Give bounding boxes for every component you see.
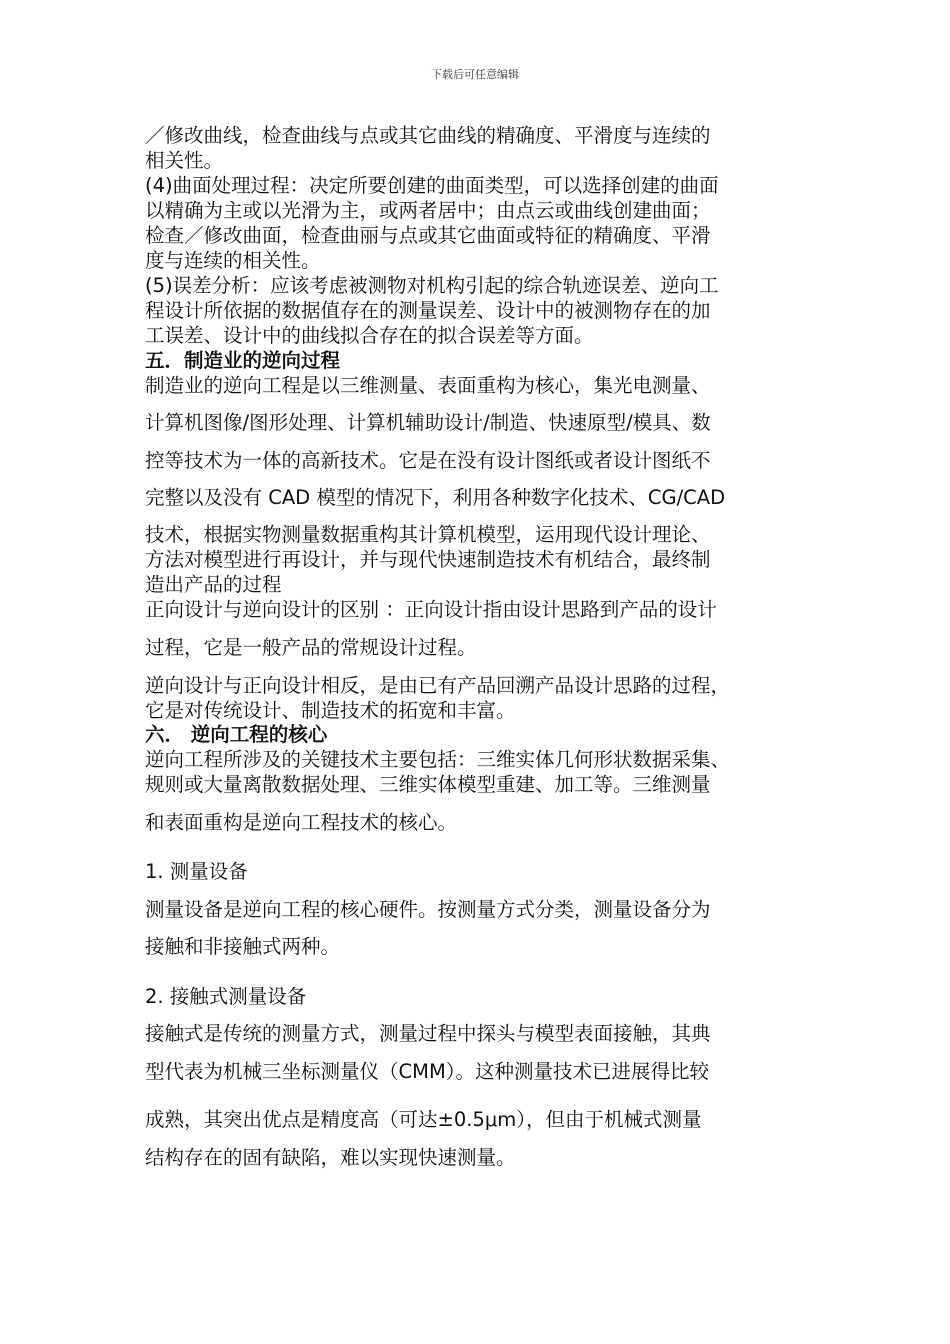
text-line: 成熟，其突出优点是精度高（可达±0.5μm），但由于机械式测量 <box>145 1108 702 1131</box>
text-line: 完整以及没有 CAD 模型的情况下，利用各种数字化技术、CG/CAD <box>145 486 726 509</box>
text-line: 控等技术为一体的高新技术。它是在没有设计图纸或者设计图纸不 <box>145 449 711 472</box>
text-line: 正向设计与逆向设计的区别 ：正向设计指由设计思路到产品的设计 <box>145 598 717 621</box>
text-line: 和表面重构是逆向工程技术的核心。 <box>145 811 458 834</box>
text-line: 测量设备是逆向工程的核心硬件。按测量方式分类，测量设备分为 <box>145 898 711 921</box>
text-line: 接触式是传统的测量方式，测量过程中探头与模型表面接触，其典 <box>145 1022 711 1045</box>
text-line: 它是对传统设计、制造技术的拓宽和丰富。 <box>145 699 516 722</box>
text-line: 制造业的逆向工程是以三维测量、表面重构为核心，集光电测量、 <box>145 374 711 397</box>
text-line: ／修改曲线，检查曲线与点或其它曲线的精确度、平滑度与连续的 <box>145 124 711 147</box>
text-line: 逆向工程所涉及的关键技术主要包括：三维实体几何形状数据采集、 <box>145 748 731 771</box>
text-line: 规则或大量离散数据处理、三维实体模型重建、加工等。三维测量 <box>145 773 711 796</box>
section-heading: 六． 逆向工程的核心 <box>145 723 328 746</box>
text-line: 1. 测量设备 <box>145 860 248 883</box>
text-line: 程设计所依据的数据值存在的测量误差、设计中的被测物存在的加 <box>145 299 711 322</box>
text-line: 计算机图像/图形处理、计算机辅助设计/制造、快速原型/模具、数 <box>145 411 711 434</box>
text-line: 2. 接触式测量设备 <box>145 985 307 1008</box>
text-line: 技术，根据实物测量数据重构其计算机模型，运用现代设计理论、 <box>145 523 711 546</box>
text-line: 相关性。 <box>145 149 224 172</box>
text-line: 检查／修改曲面，检查曲丽与点或其它曲面或特征的精确度、平滑 <box>145 224 711 247</box>
text-line: (5)误差分析：应该考虑被测物对机构引起的综合轨迹误差、逆向工 <box>145 274 719 297</box>
text-line: 方法对模型进行再设计，并与现代快速制造技术有机结合，最终制 <box>145 548 711 571</box>
text-line: 型代表为机械三坐标测量仪（CMM）。这种测量技术已进展得比较 <box>145 1060 710 1083</box>
text-line: 结构存在的固有缺陷，难以实现快速测量。 <box>145 1146 516 1169</box>
text-line: 接触和非接触式两种。 <box>145 935 341 958</box>
text-line: 造出产品的过程 <box>145 573 282 596</box>
text-line: 以精确为主或以光滑为主，或两者居中；由点云或曲线创建曲面； <box>145 199 711 222</box>
text-line: 逆向设计与正向设计相反，是由已有产品回溯产品设计思路的过程， <box>145 674 731 697</box>
text-line: 工误差、设计中的曲线拟合存在的拟合误差等方面。 <box>145 324 594 347</box>
text-line: 度与连续的相关性。 <box>145 249 321 272</box>
page-header: 下载后可任意编辑 <box>431 68 519 81</box>
section-heading: 五．制造业的逆向过程 <box>145 349 341 372</box>
text-line: (4)曲面处理过程：决定所要创建的曲面类型，可以选择创建的曲面 <box>145 174 719 197</box>
text-line: 过程，它是一般产品的常规设计过程。 <box>145 636 477 659</box>
